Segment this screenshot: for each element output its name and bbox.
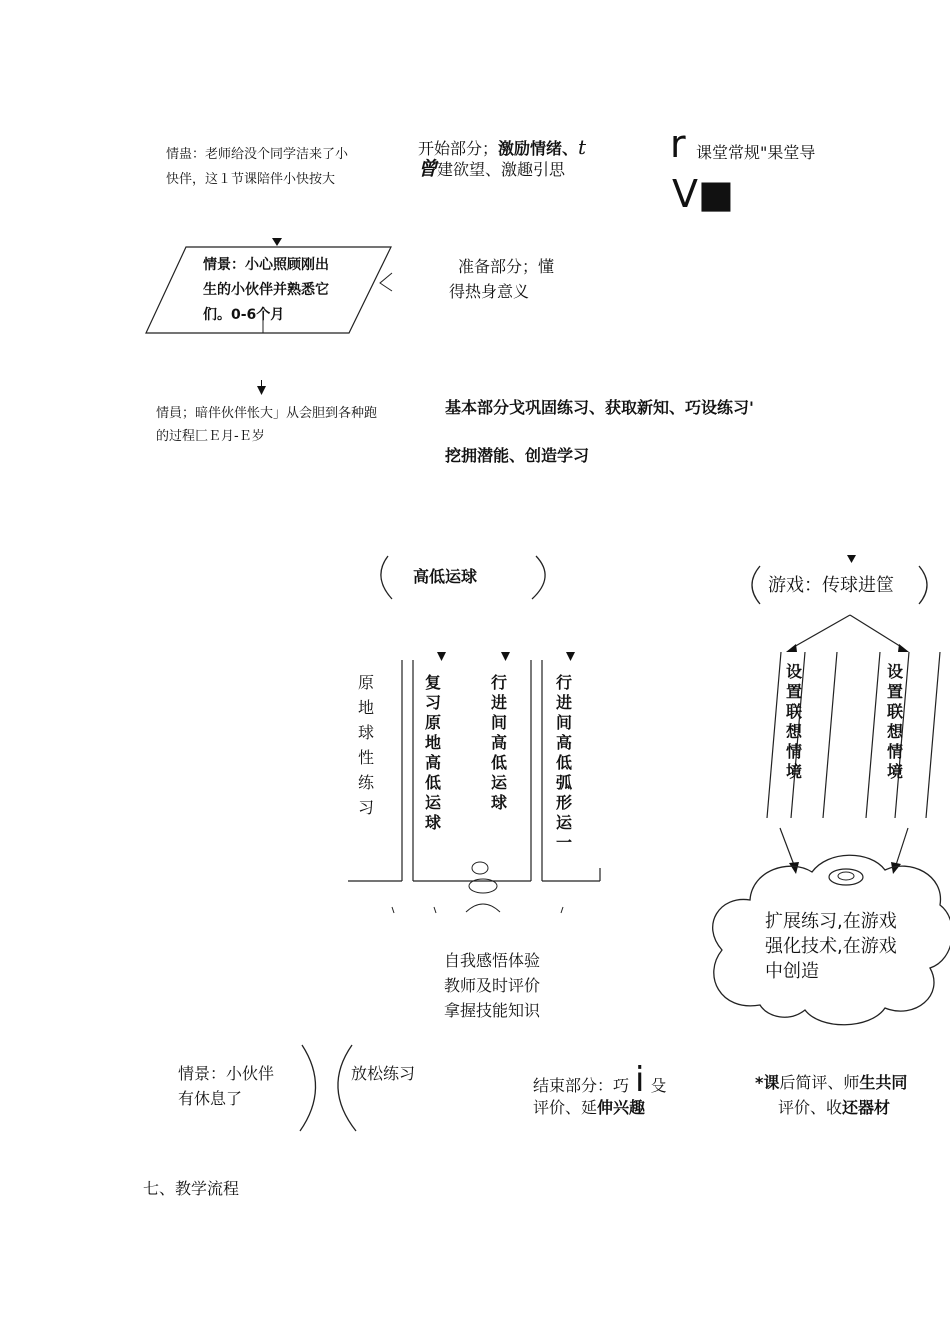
cloud-line-1: 扩展练习,在游戏 <box>765 911 897 932</box>
start-part-mark: t <box>578 135 587 159</box>
column-2-text: 复习原地高低运球 <box>424 673 441 832</box>
game-column-1-text: 设置联想情境 <box>785 662 802 781</box>
scene-text-2: 快伴，这１节课陪伴小快按大 <box>166 172 336 187</box>
column-4-text: 行进间高低弧形运一 <box>555 673 572 852</box>
para-line-2: 生的小伙伴并熟悉它 <box>203 282 329 298</box>
start-part-emphasis: 激励情绪、 <box>498 139 579 158</box>
basic-part-line2: 挖拥潜能、创造学习 <box>445 446 590 465</box>
bracket-left-highlow <box>381 556 392 599</box>
relax-label: 放松练习 <box>351 1064 416 1083</box>
after-class-emphasis-2: 还器材 <box>842 1098 891 1117</box>
end-part-label: 结束部分：巧 <box>533 1076 630 1095</box>
end-part-text: 评价、延 <box>533 1098 598 1117</box>
end-part-emphasis: 伸兴趣 <box>597 1098 646 1117</box>
end-part-char: 殳 <box>650 1076 667 1095</box>
self-eval-line-3: 拿握技能知识 <box>444 1001 541 1020</box>
routine-r-mark: r <box>670 122 686 166</box>
after-class-line2 <box>778 1097 890 1119</box>
after-class-emphasis: 生共同 <box>859 1073 908 1092</box>
rest-line-2: 有休息了 <box>178 1089 243 1108</box>
cloud-line-2: 强化技术,在游戏 <box>765 936 897 957</box>
start-part-text: 建欲望、激趣引思 <box>437 160 566 179</box>
rest-line-1: 情景：小伙伴 <box>178 1064 275 1083</box>
chevron-left-mark <box>380 273 392 291</box>
scene3-line-1: 情員；暗伴伙伴怅大」从会胆到各种跑 <box>156 406 378 421</box>
game-title: 游戏：传球进筐 <box>768 575 894 596</box>
section-heading: 七、教学流程 <box>143 1179 240 1198</box>
high-low-title: 高低运球 <box>413 567 478 586</box>
self-eval-line-2: 教师及时评价 <box>444 976 541 995</box>
column-1-text: 原地球性练习 <box>357 673 374 817</box>
routine-v-mark: V■ <box>672 172 734 216</box>
prep-part-line1: 准备部分；懂 <box>458 257 555 276</box>
after-class-text-2: 评价、收 <box>778 1098 843 1117</box>
end-part-line2 <box>533 1097 645 1119</box>
arrow-head-col3 <box>501 652 510 661</box>
arrow-head-col4 <box>566 652 575 661</box>
bracket-relax-left <box>338 1045 356 1131</box>
end-part-mark: i <box>635 1060 645 1100</box>
para-line-1: 情景：小心照顾刚出 <box>203 257 329 273</box>
prep-part-line2: 得热身意义 <box>449 282 530 301</box>
routine-label: 课堂常规"果堂导 <box>696 143 816 162</box>
bracket-right-game <box>919 566 927 604</box>
after-class-line1 <box>755 1072 907 1094</box>
cloud-line-3: 中创造 <box>765 961 819 982</box>
arrow-head-1 <box>272 238 282 246</box>
self-eval-line-1: 自我感悟体验 <box>444 951 541 970</box>
bracket-rest-right <box>300 1045 316 1131</box>
after-class-text: 后简评、师 <box>779 1073 860 1092</box>
start-part-line2 <box>418 157 565 183</box>
para-line-3: 们。0-6个月 <box>203 307 285 323</box>
column-3-text: 行进间高低运球 <box>490 673 507 812</box>
after-class-mark: *课 <box>755 1073 780 1092</box>
bracket-left-game <box>752 566 760 604</box>
arrow-head-game <box>847 555 856 563</box>
basic-part-line1: 基本部分戈巩固练习、获取新知、巧设练习' <box>445 398 754 417</box>
bracket-right-highlow <box>532 556 545 599</box>
start-part-glyph: 曾 <box>418 158 438 180</box>
scene-text-1: 情蛊：老师给没个同学洁来了小 <box>166 147 349 162</box>
end-part-line1 <box>533 1060 667 1100</box>
start-part-label: 开始部分； <box>418 139 499 158</box>
scene3-line-2: 的过程匚Ｅ月-Ｅ岁 <box>156 429 265 444</box>
game-column-2-text: 设置联想情境 <box>886 662 903 781</box>
arrow-head-col2 <box>437 652 446 661</box>
